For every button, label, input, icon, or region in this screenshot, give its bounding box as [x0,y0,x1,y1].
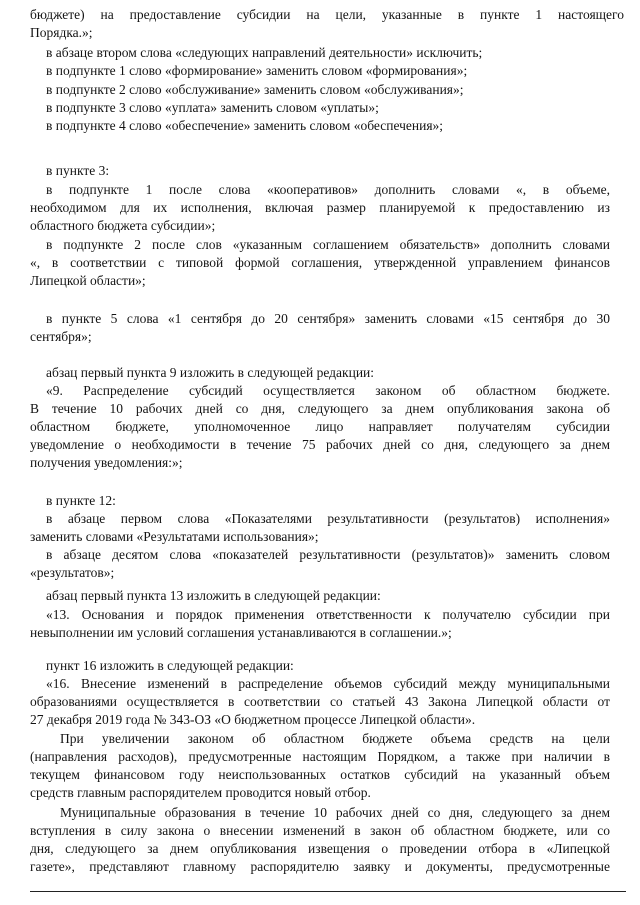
text-line: получения уведомления:»; [30,455,183,470]
text-line: «, в соответствии с типовой формой соглашения, утвержденной управлением финансов [30,255,610,270]
text-line: уведомление о необходимости в течение 75 рабочих дней со дня, следующего за днем [30,437,610,452]
text-line: «результатов»; [30,565,115,580]
text-line: Муниципальные образования в течение 10 рабочих дней со дня, следующего за днем [60,805,610,820]
text-line: областного бюджета субсидии»; [30,218,216,233]
text-line: 27 декабря 2019 года № 343-ОЗ «О бюджетном процессе Липецкой области». [30,712,476,727]
text-line: в пункте 3: [46,163,110,178]
text-line: в подпункте 1 слово «формирование» заменить словом «формирования»; [46,63,468,78]
text-line: в пункте 5 слова «1 сентября до 20 сентября» заменить словами «15 сентября до 30 [46,311,610,326]
text-line: областном бюджете, уполномоченное лицо направляет получателям субсидии [30,419,610,434]
text-line: в подпункте 1 после слова «кооперативов» дополнить словами «, в объеме, [46,182,610,197]
text-line: «13. Основания и порядок применения ответственности к получателю субсидии при [46,607,610,622]
text-line: образованиями осуществляется в соответствии со статьей 43 Закона Липецкой области от [30,694,610,709]
text-line: в подпункте 4 слово «обеспечение» заменить словом «обеспечения»; [46,118,444,133]
text-line: в подпункте 3 слово «уплата» заменить словом «уплаты»; [46,100,379,115]
text-line: в подпункте 2 слово «обслуживание» заменить словом «обслуживания»; [46,82,464,97]
text-line: в абзаце десятом слова «показателей результативности (результатов)» заменить словом [46,547,610,562]
text-line: абзац первый пункта 13 изложить в следующей редакции: [46,588,381,603]
text-line: в абзаце втором слова «следующих направлений деятельности» исключить; [46,45,483,60]
text-line: в пункте 12: [46,493,116,508]
text-line: вступления в силу закона о внесении изменений в закон об областном бюджете, или со [30,823,610,838]
text-line: заменить словами «Результатами использования»; [30,529,319,544]
text-line: необходимом для их исполнения, включая размер планируемой к предоставлению из [30,200,610,215]
text-line: Порядка.»; [30,25,93,40]
text-line: дня, следующего за днем опубликования извещения о проведении отбора в «Липецкой [30,841,610,856]
text-line: При увеличении законом об областном бюджете объема средств на цели [60,731,610,746]
text-line: В течение 10 рабочих дней со дня, следующего за днем опубликования закона об [30,401,610,416]
scan-edge-divider [30,891,626,892]
text-line: невыполнении им условий соглашения устанавливаются в соглашении.»; [30,625,452,640]
text-line: пункт 16 изложить в следующей редакции: [46,658,294,673]
text-line: «9. Распределение субсидий осуществляется законом об областном бюджете. [46,383,610,398]
text-line: в подпункте 2 после слов «указанным соглашением обязательств» дополнить словами [46,237,610,252]
text-line: в абзаце первом слова «Показателями результативности (результатов) исполнения» [46,511,610,526]
text-line: газете», представляют главному распорядителю заявку и документы, предусмотренные [30,859,610,874]
text-line: (направления расходов), предусмотренные настоящим Порядком, а также при наличии в [30,749,610,764]
text-line: сентября»; [30,329,92,344]
text-line: «16. Внесение изменений в распределение объемов субсидий между муниципальными [46,676,610,691]
text-line: Липецкой области»; [30,273,146,288]
text-line: абзац первый пункта 9 изложить в следующей редакции: [46,365,375,380]
text-line: текущем финансовом году неиспользованных остатков субсидий на указанный объем [30,767,610,782]
text-line: средств главным распорядителем проводится новый отбор. [30,785,371,800]
text-line: бюджете) на предоставление субсидии на цели, указанные в пункте 1 настоящего [30,7,624,22]
